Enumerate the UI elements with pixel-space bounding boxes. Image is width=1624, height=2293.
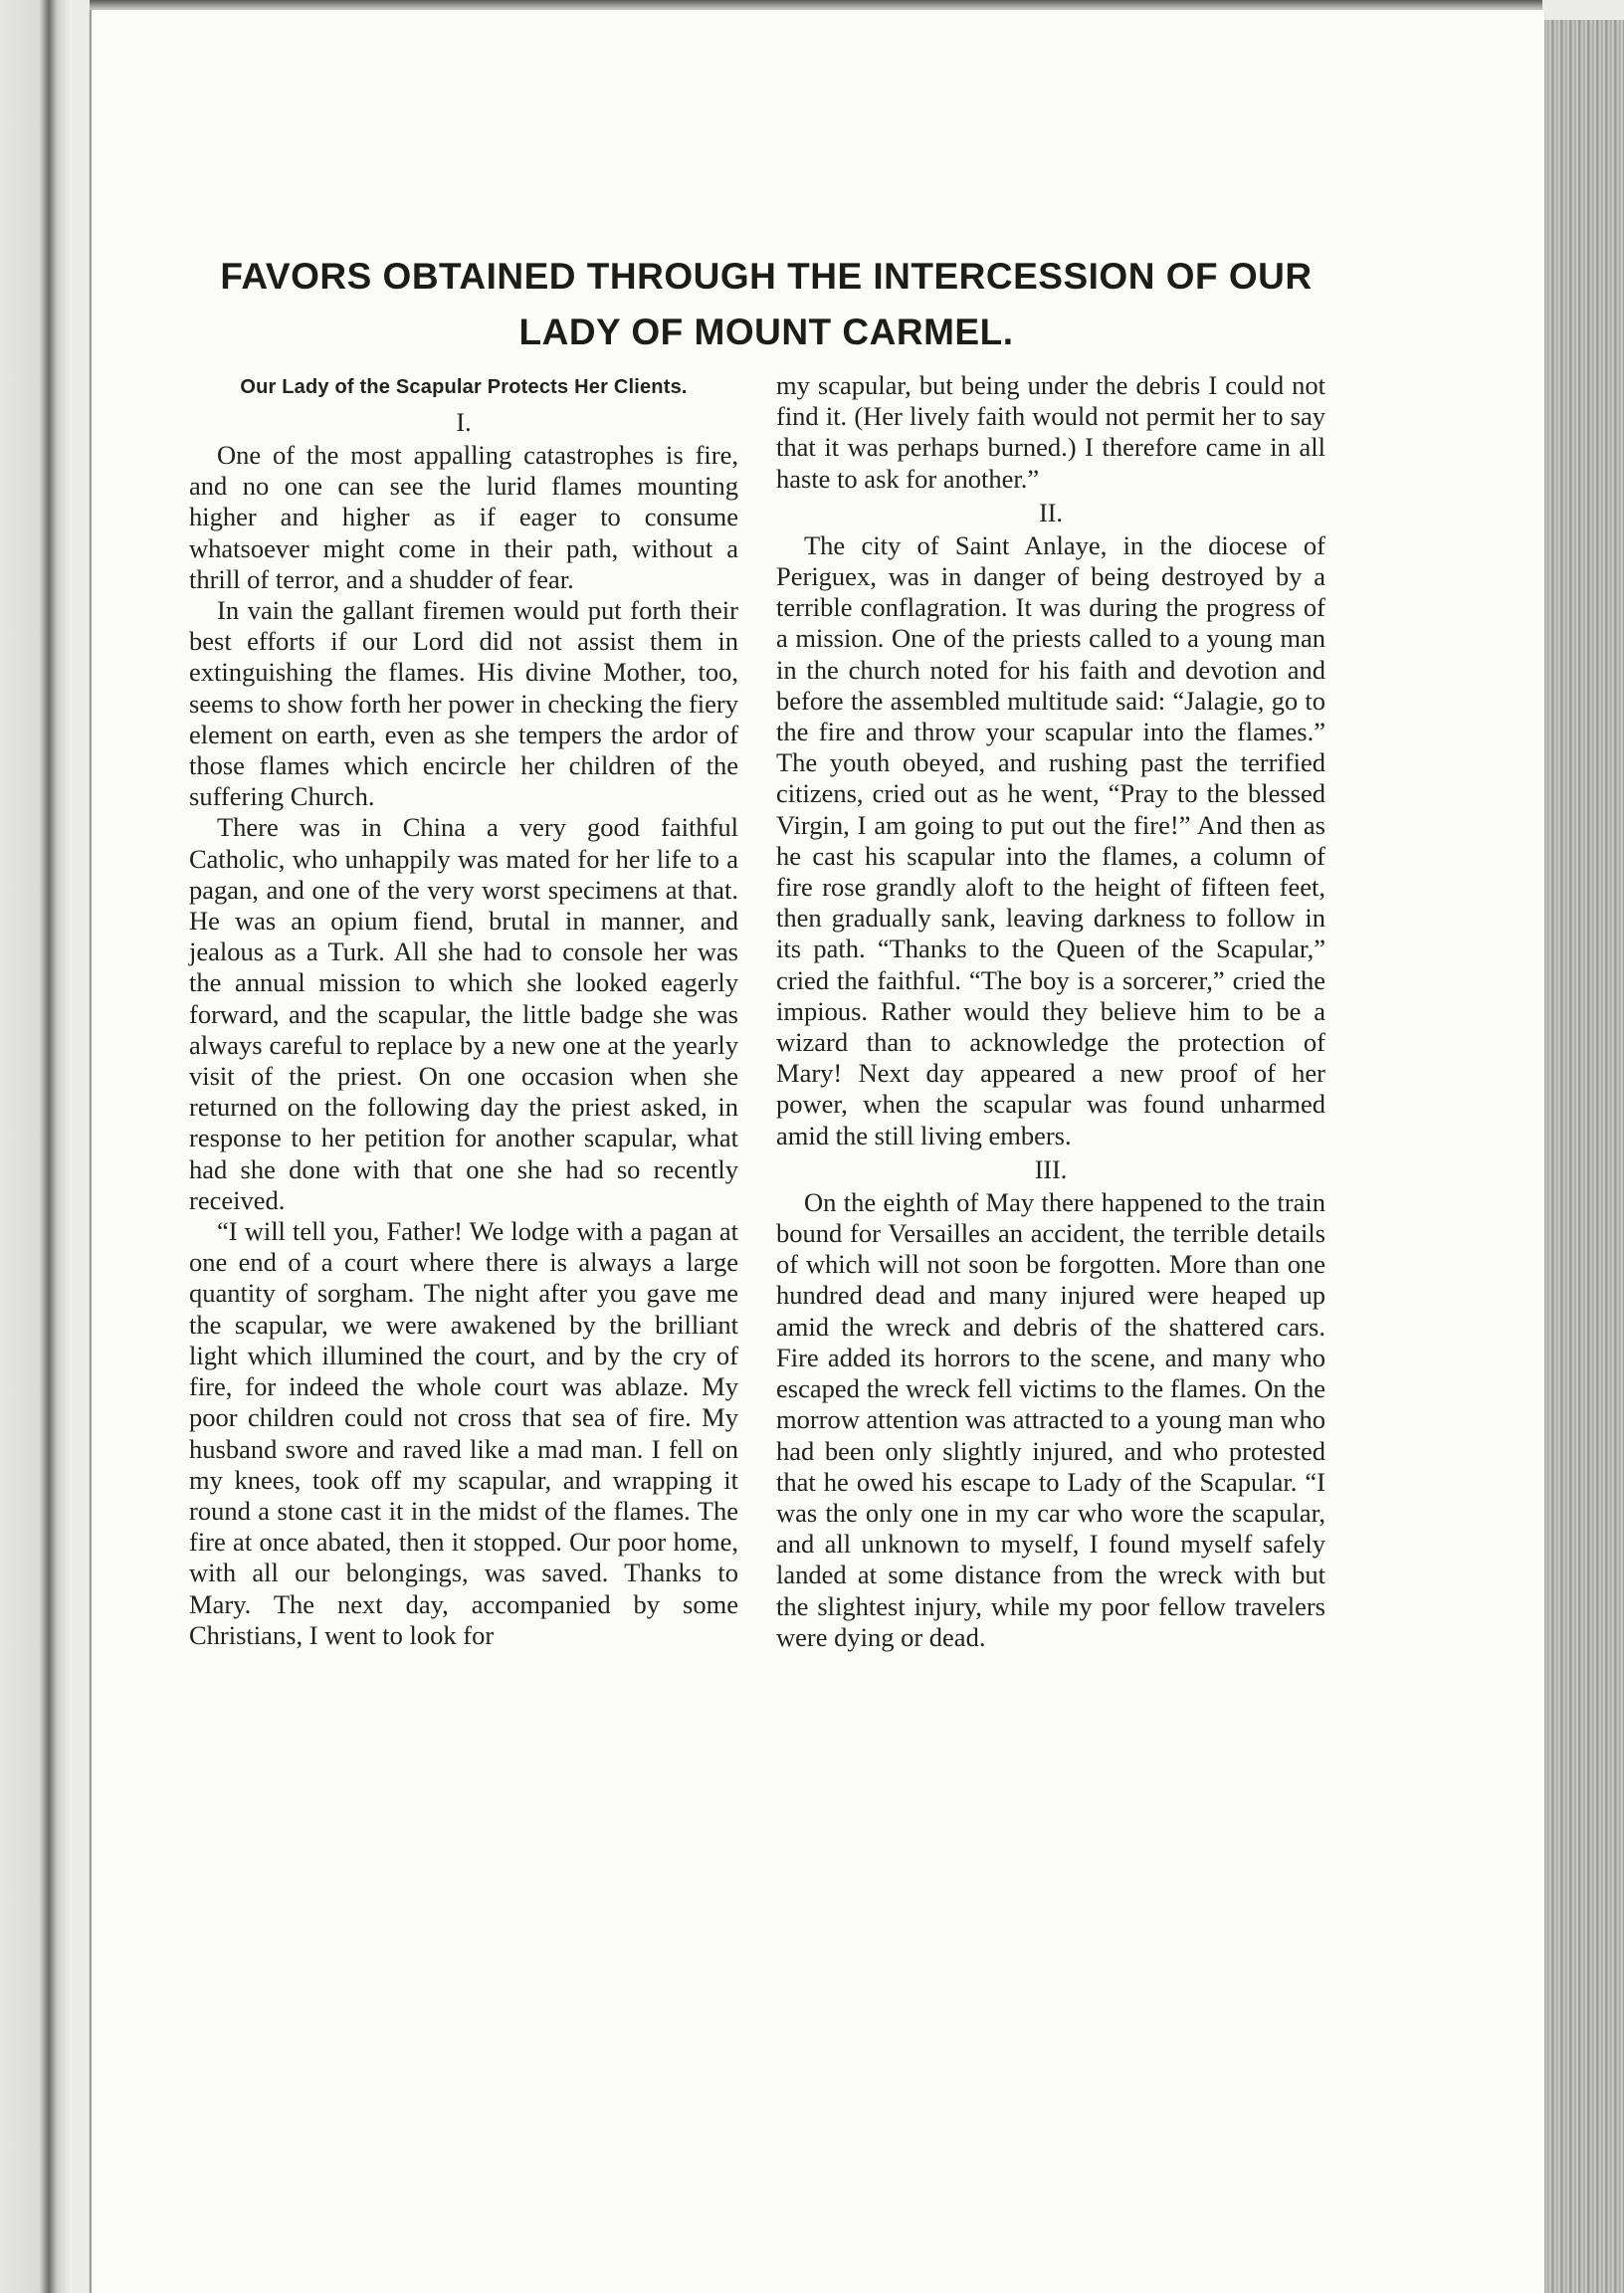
book-spine-left bbox=[0, 0, 72, 2293]
paragraph: The city of Saint Anlaye, in the diocese of Periguex, was in danger of being destroyed by a terrible conflagration. It was during the progress of a mission. One of the priests called to a young man in the church noted for his faith and devotion and before the assembled multitude said: “Jalagie, go to the fire and throw your scapular into the flames.” The youth obeyed, and rushing past the terrified citizens, cried out as he went, “Pray to the blessed Virgin, I am going to put out the fire!” And then as he cast his scapular into the flames, a column of fire rose grandly aloft to the height of fifteen feet, then gradually sank, leaving darkness to follow in its path. “Thanks to the Queen of the Scapular,” cried the faithful. “The boy is a sorcerer,” cried the impious. Rather would they believe him to be a wizard than to acknowledge the protection of Mary! Next day appeared a new proof of her power, when the scapular was found unharmed amid the still living embers. bbox=[776, 529, 1325, 1150]
paragraph: There was in China a very good faithful Catholic, who unhappily was mated for her life to a pagan, and one of the very worst specimens at that. He was an opium fiend, brutal in manner, and jealous as a Turk. All she had to console her was the annual mission to which she looked eagerly forward, and the scapular, the little badge she was always careful to replace by a new one at the yearly visit of the priest. On one occasion when she returned on the following day the priest asked, in response to her petition for another scapular, what had she done with that one she had so recently received. bbox=[189, 812, 738, 1215]
title-line-1: FAVORS OBTAINED THROUGH THE INTERCESSION OF OUR bbox=[220, 256, 1313, 297]
right-column bbox=[776, 370, 1325, 1653]
paragraph: On the eighth of May there happened to the train bound for Versailles an accident, the terrible details of which will not soon be forgotten. More than one hundred dead and many injured were heaped up amid the wreck and debris of the shattered cars. Fire added its horrors to the scene, and many who escaped the wreck fell victims to the flames. On the morrow attention was attracted to a young man who had been only slightly injured, and who protested that he owed his escape to Lady of the Scapular. “I was the only one in my car who wore the scapular, and all unknown to myself, I found myself safely landed at some distance from the wreck with but the slightest injury, while my poor fellow travelers were dying or dead. bbox=[776, 1186, 1325, 1652]
section-numeral-1: I. bbox=[456, 408, 472, 437]
paragraph-continued: my scapular, but being under the debris I could not find it. (Her lively faith would not permit her to say that it was perhaps burned.) I therefore came in all haste to ask for another.” bbox=[776, 370, 1325, 494]
page-edges-right bbox=[1537, 20, 1624, 2293]
subheading: Our Lady of the Scapular Protects Her Clients. bbox=[240, 376, 688, 398]
paragraph: “I will tell you, Father! We lodge with a pagan at one end of a court where there is always a large quantity of sorgham. The night after you gave me the scapular, we were awakened by the brilliant light which illumined the court, and by the cry of fire, for indeed the whole court was ablaze. My poor children could not cross that sea of fire. My husband swore and raved like a mad man. I fell on my knees, took off my scapular, and wrapping it round a stone cast it in the midst of the flames. The fire at once abated, then it stopped. Our poor home, with all our belongings, was saved. Thanks to Mary. The next day, accompanied by some Christians, I went to look for bbox=[189, 1216, 738, 1650]
section-numeral-2: II. bbox=[1039, 498, 1063, 527]
paragraph: One of the most appalling catastrophes is fire, and no one can see the lurid flames mounting higher and higher as if eager to consume whatsoever might come in their path, without a thrill of terror, and a shudder of fear. bbox=[189, 440, 738, 594]
left-column bbox=[189, 370, 738, 1651]
title-line-2: LADY OF MOUNT CARMEL. bbox=[518, 312, 1014, 352]
section-numeral-3: III. bbox=[1034, 1154, 1068, 1184]
article-title bbox=[119, 249, 1413, 360]
paragraph: In vain the gallant firemen would put forth their best efforts if our Lord did not assist them in extinguishing the flames. His divine Mother, too, seems to show forth her power in checking the fiery element on earth, even as she tempers the ardor of those flames which encircle her children of the suffering Church. bbox=[189, 595, 738, 812]
page-top-edge bbox=[90, 0, 1542, 10]
